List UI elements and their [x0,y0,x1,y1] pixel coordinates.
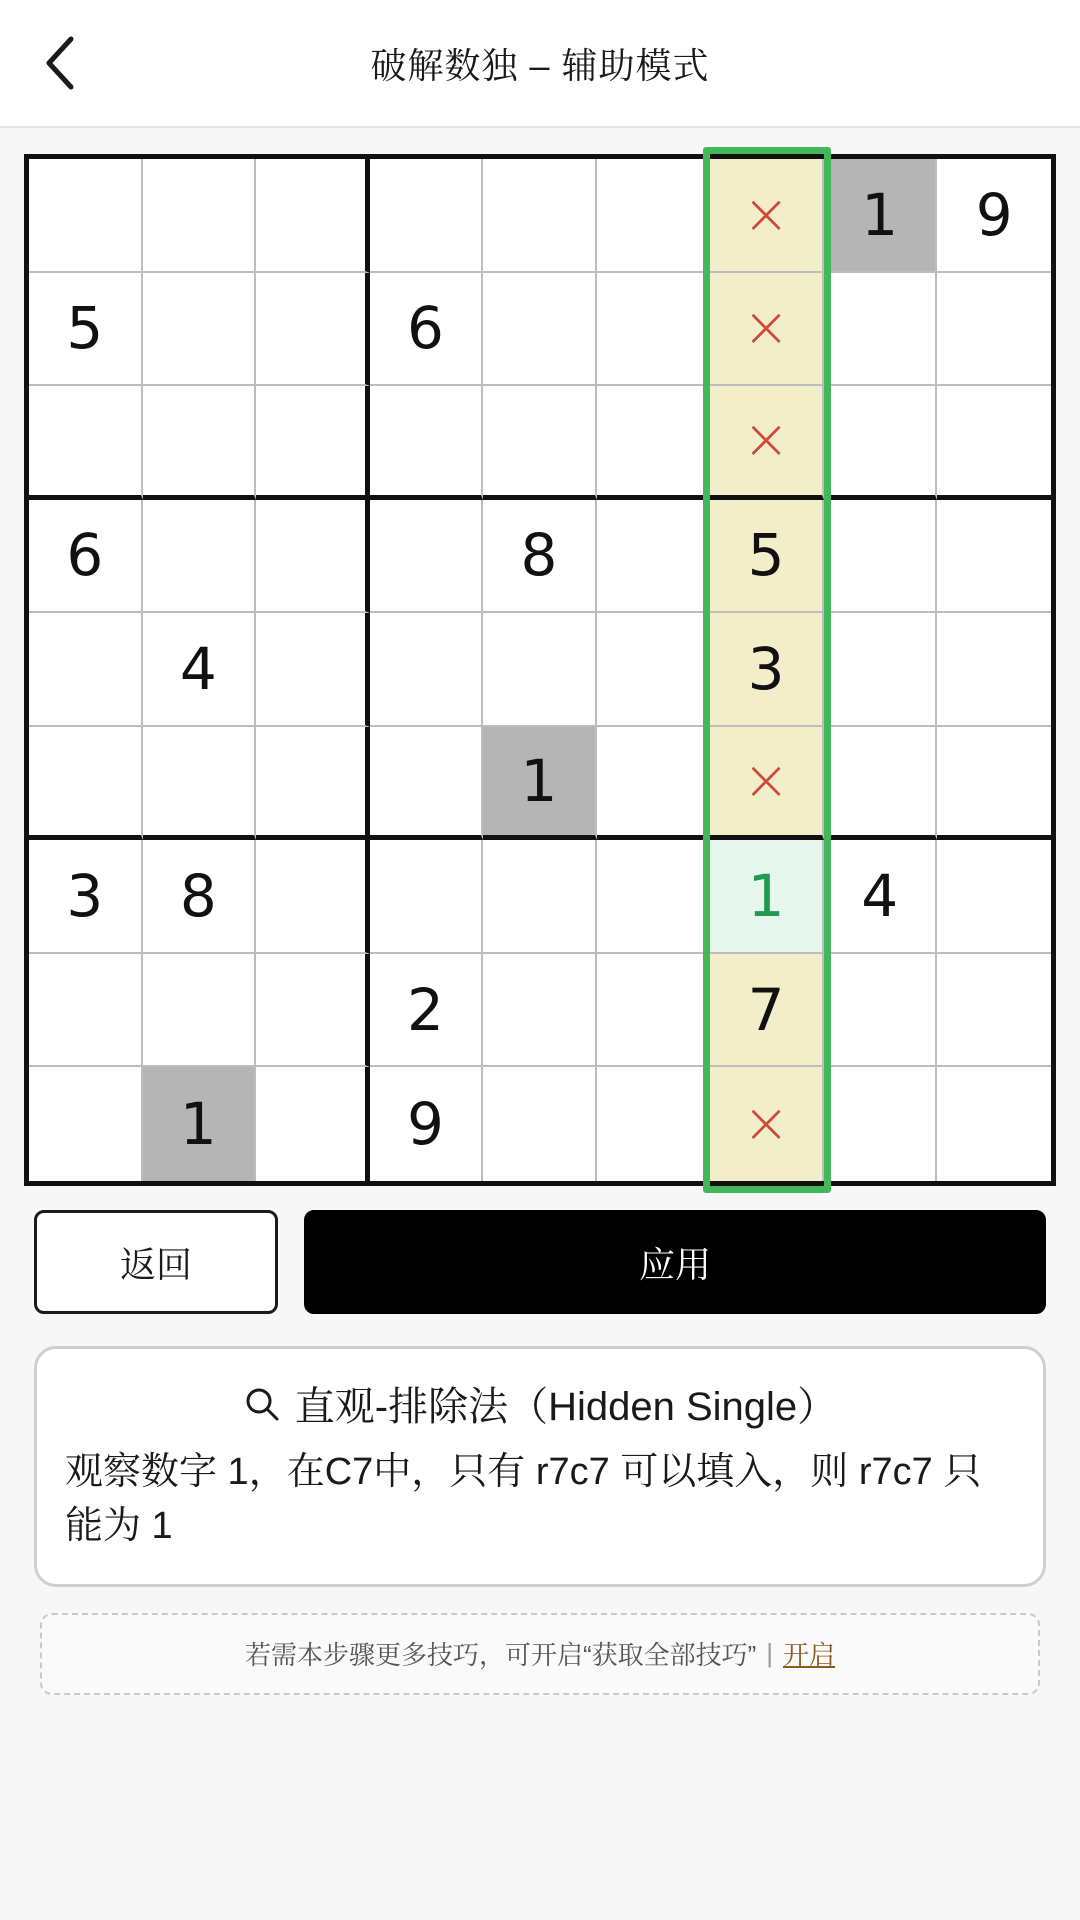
sudoku-cell-r6c2[interactable] [143,727,257,841]
sudoku-cell-r6c3[interactable] [256,727,370,841]
sudoku-cell-r9c5[interactable] [483,1067,597,1181]
sudoku-cell-r3c4[interactable] [370,386,484,500]
sudoku-cell-r1c8[interactable] [824,159,938,273]
apply-action-button[interactable]: 应用 [304,1210,1046,1314]
sudoku-cell-r7c8[interactable] [824,840,938,954]
sudoku-cell-r2c1[interactable] [29,273,143,387]
sudoku-cell-r7c7[interactable] [710,840,824,954]
sudoku-cell-r6c5[interactable] [483,727,597,841]
sudoku-cell-r6c6[interactable] [597,727,711,841]
search-icon [243,1385,281,1423]
technique-description: 观察数字 1，在C7中，只有 r7c7 可以填入，则 r7c7 只能为 1 [65,1451,982,1547]
sudoku-cell-r4c6[interactable] [597,500,711,614]
more-techniques-hint[interactable] [40,1613,1040,1695]
sudoku-cell-r1c7[interactable] [710,159,824,273]
sudoku-cell-r2c2[interactable] [143,273,257,387]
cell-value: 6 [406,294,444,363]
sudoku-cell-r3c9[interactable] [937,386,1051,500]
sudoku-cell-r9c1[interactable] [29,1067,143,1181]
chevron-left-icon [39,33,83,93]
sudoku-cell-r2c3[interactable] [256,273,370,387]
sudoku-cell-r9c2[interactable] [143,1067,257,1181]
technique-explanation-card [34,1346,1046,1587]
elimination-x-icon: × [742,1091,790,1157]
sudoku-cell-r1c2[interactable] [143,159,257,273]
sudoku-cell-r9c8[interactable] [824,1067,938,1181]
cell-value: 5 [747,521,785,590]
cell-value: 9 [406,1090,444,1159]
sudoku-cell-r2c9[interactable] [937,273,1051,387]
cell-value: 3 [66,862,104,931]
sudoku-cell-r5c1[interactable] [29,613,143,727]
sudoku-cell-r7c4[interactable] [370,840,484,954]
sudoku-cell-r4c1[interactable] [29,500,143,614]
sudoku-cell-r4c5[interactable] [483,500,597,614]
sudoku-cell-r5c4[interactable] [370,613,484,727]
sudoku-cell-r4c3[interactable] [256,500,370,614]
cell-value: 8 [520,521,558,590]
sudoku-cell-r1c6[interactable] [597,159,711,273]
sudoku-cell-r3c2[interactable] [143,386,257,500]
cell-value: 1 [747,862,785,931]
sudoku-cell-r1c1[interactable] [29,159,143,273]
sudoku-cell-r3c1[interactable] [29,386,143,500]
cell-value: 3 [747,634,785,703]
cell-value: 2 [406,975,444,1044]
sudoku-cell-r8c6[interactable] [597,954,711,1068]
sudoku-cell-r6c7[interactable] [710,727,824,841]
sudoku-cell-r1c3[interactable] [256,159,370,273]
technique-title-row [65,1375,1015,1432]
sudoku-cell-r4c9[interactable] [937,500,1051,614]
sudoku-cell-r5c6[interactable] [597,613,711,727]
sudoku-cell-r5c2[interactable] [143,613,257,727]
sudoku-cell-r2c7[interactable] [710,273,824,387]
sudoku-cell-r7c5[interactable] [483,840,597,954]
sudoku-cell-r9c9[interactable] [937,1067,1051,1181]
sudoku-cell-r5c7[interactable] [710,613,824,727]
cell-value: 9 [975,180,1013,249]
cell-value: 4 [179,634,217,703]
sudoku-cell-r2c5[interactable] [483,273,597,387]
sudoku-cell-r6c8[interactable] [824,727,938,841]
sudoku-cell-r3c3[interactable] [256,386,370,500]
sudoku-cell-r9c6[interactable] [597,1067,711,1181]
enable-link[interactable]: 开启 [783,1640,836,1671]
elimination-x-icon: × [742,407,790,473]
elimination-x-icon: × [742,181,790,247]
cell-value: 1 [861,180,899,249]
elimination-x-icon: × [742,295,790,361]
sudoku-cell-r8c1[interactable] [29,954,143,1068]
cell-value: 4 [861,862,899,931]
sudoku-cell-r8c2[interactable] [143,954,257,1068]
sudoku-cell-r4c4[interactable] [370,500,484,614]
sudoku-cell-r8c3[interactable] [256,954,370,1068]
sudoku-cell-r4c8[interactable] [824,500,938,614]
sudoku-cell-r1c9[interactable] [937,159,1051,273]
elimination-x-icon: × [742,748,790,814]
sudoku-cell-r9c3[interactable] [256,1067,370,1181]
sudoku-cell-r7c1[interactable] [29,840,143,954]
back-action-button[interactable]: 返回 [34,1210,278,1314]
sudoku-board-container [0,128,1080,1186]
page-title: 破解数独 – 辅助模式 [370,44,710,86]
action-bar [0,1186,1080,1314]
sudoku-cell-r8c8[interactable] [824,954,938,1068]
header-bar [0,0,1080,128]
sudoku-cell-r5c8[interactable] [824,613,938,727]
sudoku-cell-r4c7[interactable] [710,500,824,614]
sudoku-cell-r6c4[interactable] [370,727,484,841]
cell-value: 1 [179,1090,217,1159]
back-button[interactable] [26,28,96,98]
hint-text: 若需本步骤更多技巧，可开启“获取全部技巧” [244,1640,757,1671]
sudoku-cell-r2c6[interactable] [597,273,711,387]
sudoku-cell-r5c9[interactable] [937,613,1051,727]
cell-value: 1 [520,747,558,816]
sudoku-cell-r7c9[interactable] [937,840,1051,954]
sudoku-cell-r4c2[interactable] [143,500,257,614]
cell-value: 8 [179,862,217,931]
sudoku-cell-r6c1[interactable] [29,727,143,841]
sudoku-cell-r3c6[interactable] [597,386,711,500]
sudoku-cell-r3c5[interactable] [483,386,597,500]
sudoku-cell-r5c3[interactable] [256,613,370,727]
sudoku-cell-r7c6[interactable] [597,840,711,954]
sudoku-cell-r5c5[interactable] [483,613,597,727]
technique-title: 直观-排除法（Hidden Single） [294,1385,838,1429]
hint-separator: | [766,1638,774,1669]
sudoku-cell-r8c9[interactable] [937,954,1051,1068]
sudoku-cell-r2c4[interactable] [370,273,484,387]
sudoku-cell-r8c7[interactable] [710,954,824,1068]
cell-value: 7 [747,975,785,1044]
sudoku-cell-r2c8[interactable] [824,273,938,387]
sudoku-cell-r1c5[interactable] [483,159,597,273]
sudoku-cell-r3c8[interactable] [824,386,938,500]
sudoku-cell-r9c7[interactable] [710,1067,824,1181]
sudoku-cell-r8c4[interactable] [370,954,484,1068]
sudoku-cell-r6c9[interactable] [937,727,1051,841]
sudoku-board[interactable] [24,154,1056,1186]
cell-value: 6 [66,521,104,590]
sudoku-cell-r8c5[interactable] [483,954,597,1068]
sudoku-cell-r1c4[interactable] [370,159,484,273]
sudoku-cell-r9c4[interactable] [370,1067,484,1181]
sudoku-cell-r7c3[interactable] [256,840,370,954]
cell-value: 5 [66,294,104,363]
sudoku-cell-r7c2[interactable] [143,840,257,954]
sudoku-cell-r3c7[interactable] [710,386,824,500]
